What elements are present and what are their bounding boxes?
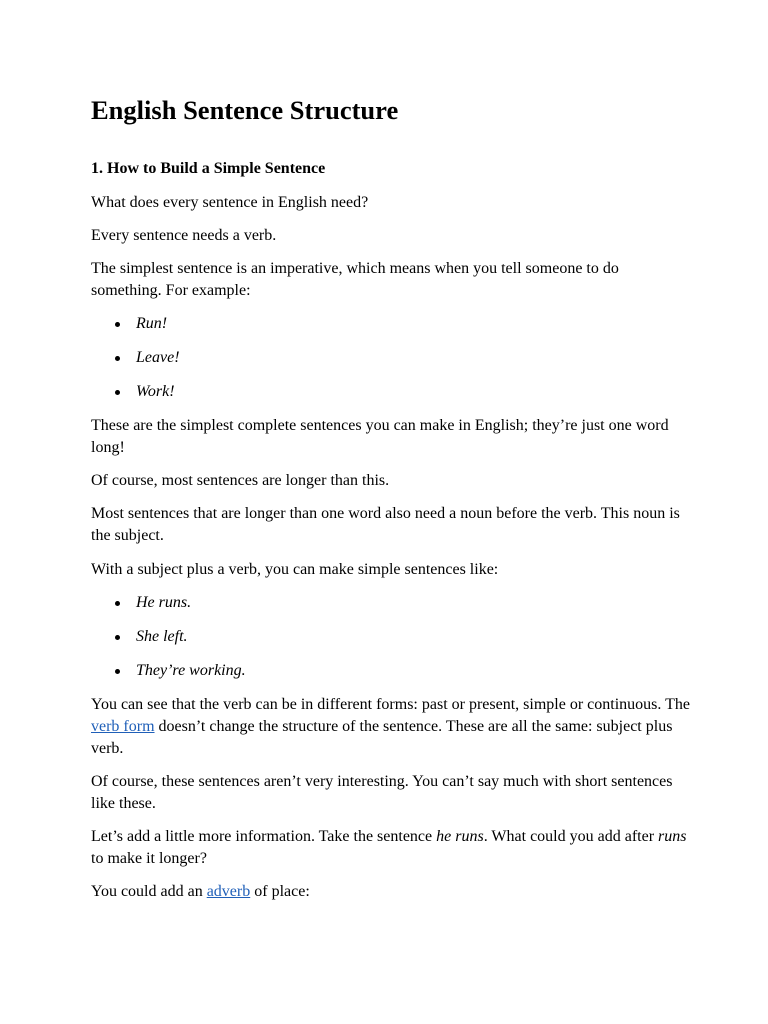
paragraph-adverb (91, 881, 691, 903)
text-fragment: to make it longer? (91, 850, 207, 867)
paragraph-subject: Most sentences that are longer than one word also need a noun before the verb. This noun is the subject. (91, 505, 680, 544)
example-word: runs (658, 828, 687, 845)
list-item (112, 592, 246, 626)
paragraph-not-interesting: Of course, these sentences aren’t very interesting. You can’t say much with short sentences like these. (91, 773, 673, 812)
list-item (112, 313, 180, 347)
example-phrase: he runs (436, 828, 484, 845)
section-heading: 1. How to Build a Simple Sentence (91, 160, 326, 177)
text-fragment: doesn’t change the structure of the sentence. These are all the same: subject plus verb. (91, 718, 673, 757)
text-fragment: You could add an (91, 883, 207, 900)
text-fragment: . What could you add after (483, 828, 659, 845)
text-fragment: Let’s add a little more information. Take the sentence (91, 828, 437, 845)
list-item (112, 381, 180, 415)
text-fragment: of place: (250, 883, 310, 900)
bullet-icon (115, 601, 120, 606)
bullet-icon (115, 390, 120, 395)
list-item-text: Leave! (136, 349, 180, 366)
paragraph-longer: Of course, most sentences are longer than this. (91, 472, 390, 489)
list-item-text: Work! (136, 383, 175, 400)
bullet-icon (115, 356, 120, 361)
list-item-text: Run! (136, 315, 168, 332)
verb-form-link[interactable]: verb form (91, 718, 155, 735)
list-item-text: He runs. (136, 594, 192, 611)
imperative-examples-list (112, 313, 180, 415)
paragraph-more-information (91, 826, 691, 870)
paragraph-simplest: These are the simplest complete sentences you can make in English; they’re just one word long! (91, 417, 669, 456)
text-fragment: You can see that the verb can be in different forms: past or present, simple or continuous. The (91, 696, 690, 713)
paragraph-subject-plus-verb: With a subject plus a verb, you can make simple sentences like: (91, 561, 499, 578)
subject-verb-examples-list (112, 592, 246, 694)
paragraph-question: What does every sentence in English need? (91, 194, 369, 211)
bullet-icon (115, 322, 120, 327)
list-item (112, 626, 246, 660)
paragraph-verb-needed: Every sentence needs a verb. (91, 227, 277, 244)
page-title: English Sentence Structure (91, 95, 399, 125)
paragraph-verb-forms (91, 694, 691, 760)
list-item-text: She left. (136, 628, 188, 645)
list-item (112, 347, 180, 381)
bullet-icon (115, 635, 120, 640)
bullet-icon (115, 669, 120, 674)
paragraph-imperative: The simplest sentence is an imperative, which means when you tell someone to do something. For example: (91, 260, 619, 299)
list-item (112, 660, 246, 694)
list-item-text: They’re working. (136, 662, 246, 679)
adverb-link[interactable]: adverb (206, 883, 251, 900)
